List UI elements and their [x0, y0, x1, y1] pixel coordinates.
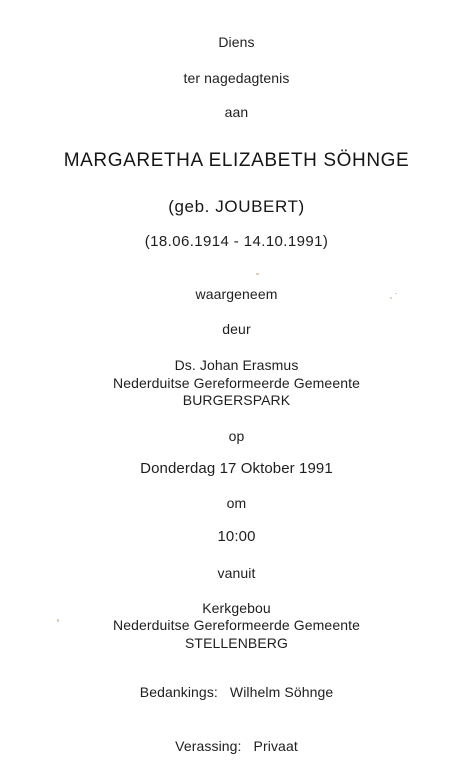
cremation-line — [0, 737, 473, 755]
paper-speck — [256, 273, 259, 275]
venue-building: Kerkgebou — [202, 600, 271, 616]
venue-church: Nederduitse Gereformeerde Gemeente — [113, 617, 360, 633]
word-vanuit: vanuit — [217, 565, 256, 581]
thanks-label: Bedankings: — [139, 684, 218, 700]
officiating-minister: Ds. Johan Erasmus — [174, 357, 299, 373]
paper-speck — [390, 297, 392, 299]
service-time: 10:00 — [217, 528, 256, 545]
cremation-label: Verassing: — [175, 738, 242, 754]
officiated-word-deur: deur — [222, 321, 251, 337]
thanks-value: Wilhelm Söhnge — [229, 684, 334, 700]
deceased-name: MARGARETHA ELIZABETH SÖHNGE — [63, 150, 410, 171]
deceased-life-dates: (18.06.1914 - 14.10.1991) — [144, 233, 329, 250]
word-om: om — [226, 495, 247, 511]
officiating-church: Nederduitse Gereformeerde Gemeente — [113, 375, 360, 391]
thanks-line — [0, 683, 473, 701]
paper-speck — [57, 619, 59, 622]
word-op: op — [228, 428, 245, 444]
venue-congregation: STELLENBERG — [184, 635, 289, 651]
deceased-maiden-name: (geb. JOUBERT) — [168, 197, 305, 216]
paper-speck — [395, 293, 397, 294]
intro-line-nagedagtenis: ter nagedagtenis — [183, 70, 290, 86]
cremation-value: Privaat — [253, 738, 298, 754]
intro-line-diens: Diens — [218, 34, 255, 50]
service-date: Donderdag 17 Oktober 1991 — [140, 460, 333, 477]
intro-line-aan: aan — [224, 104, 249, 120]
officiated-word-waargeneem: waargeneem — [195, 286, 278, 302]
officiating-congregation: BURGERSPARK — [182, 392, 291, 408]
